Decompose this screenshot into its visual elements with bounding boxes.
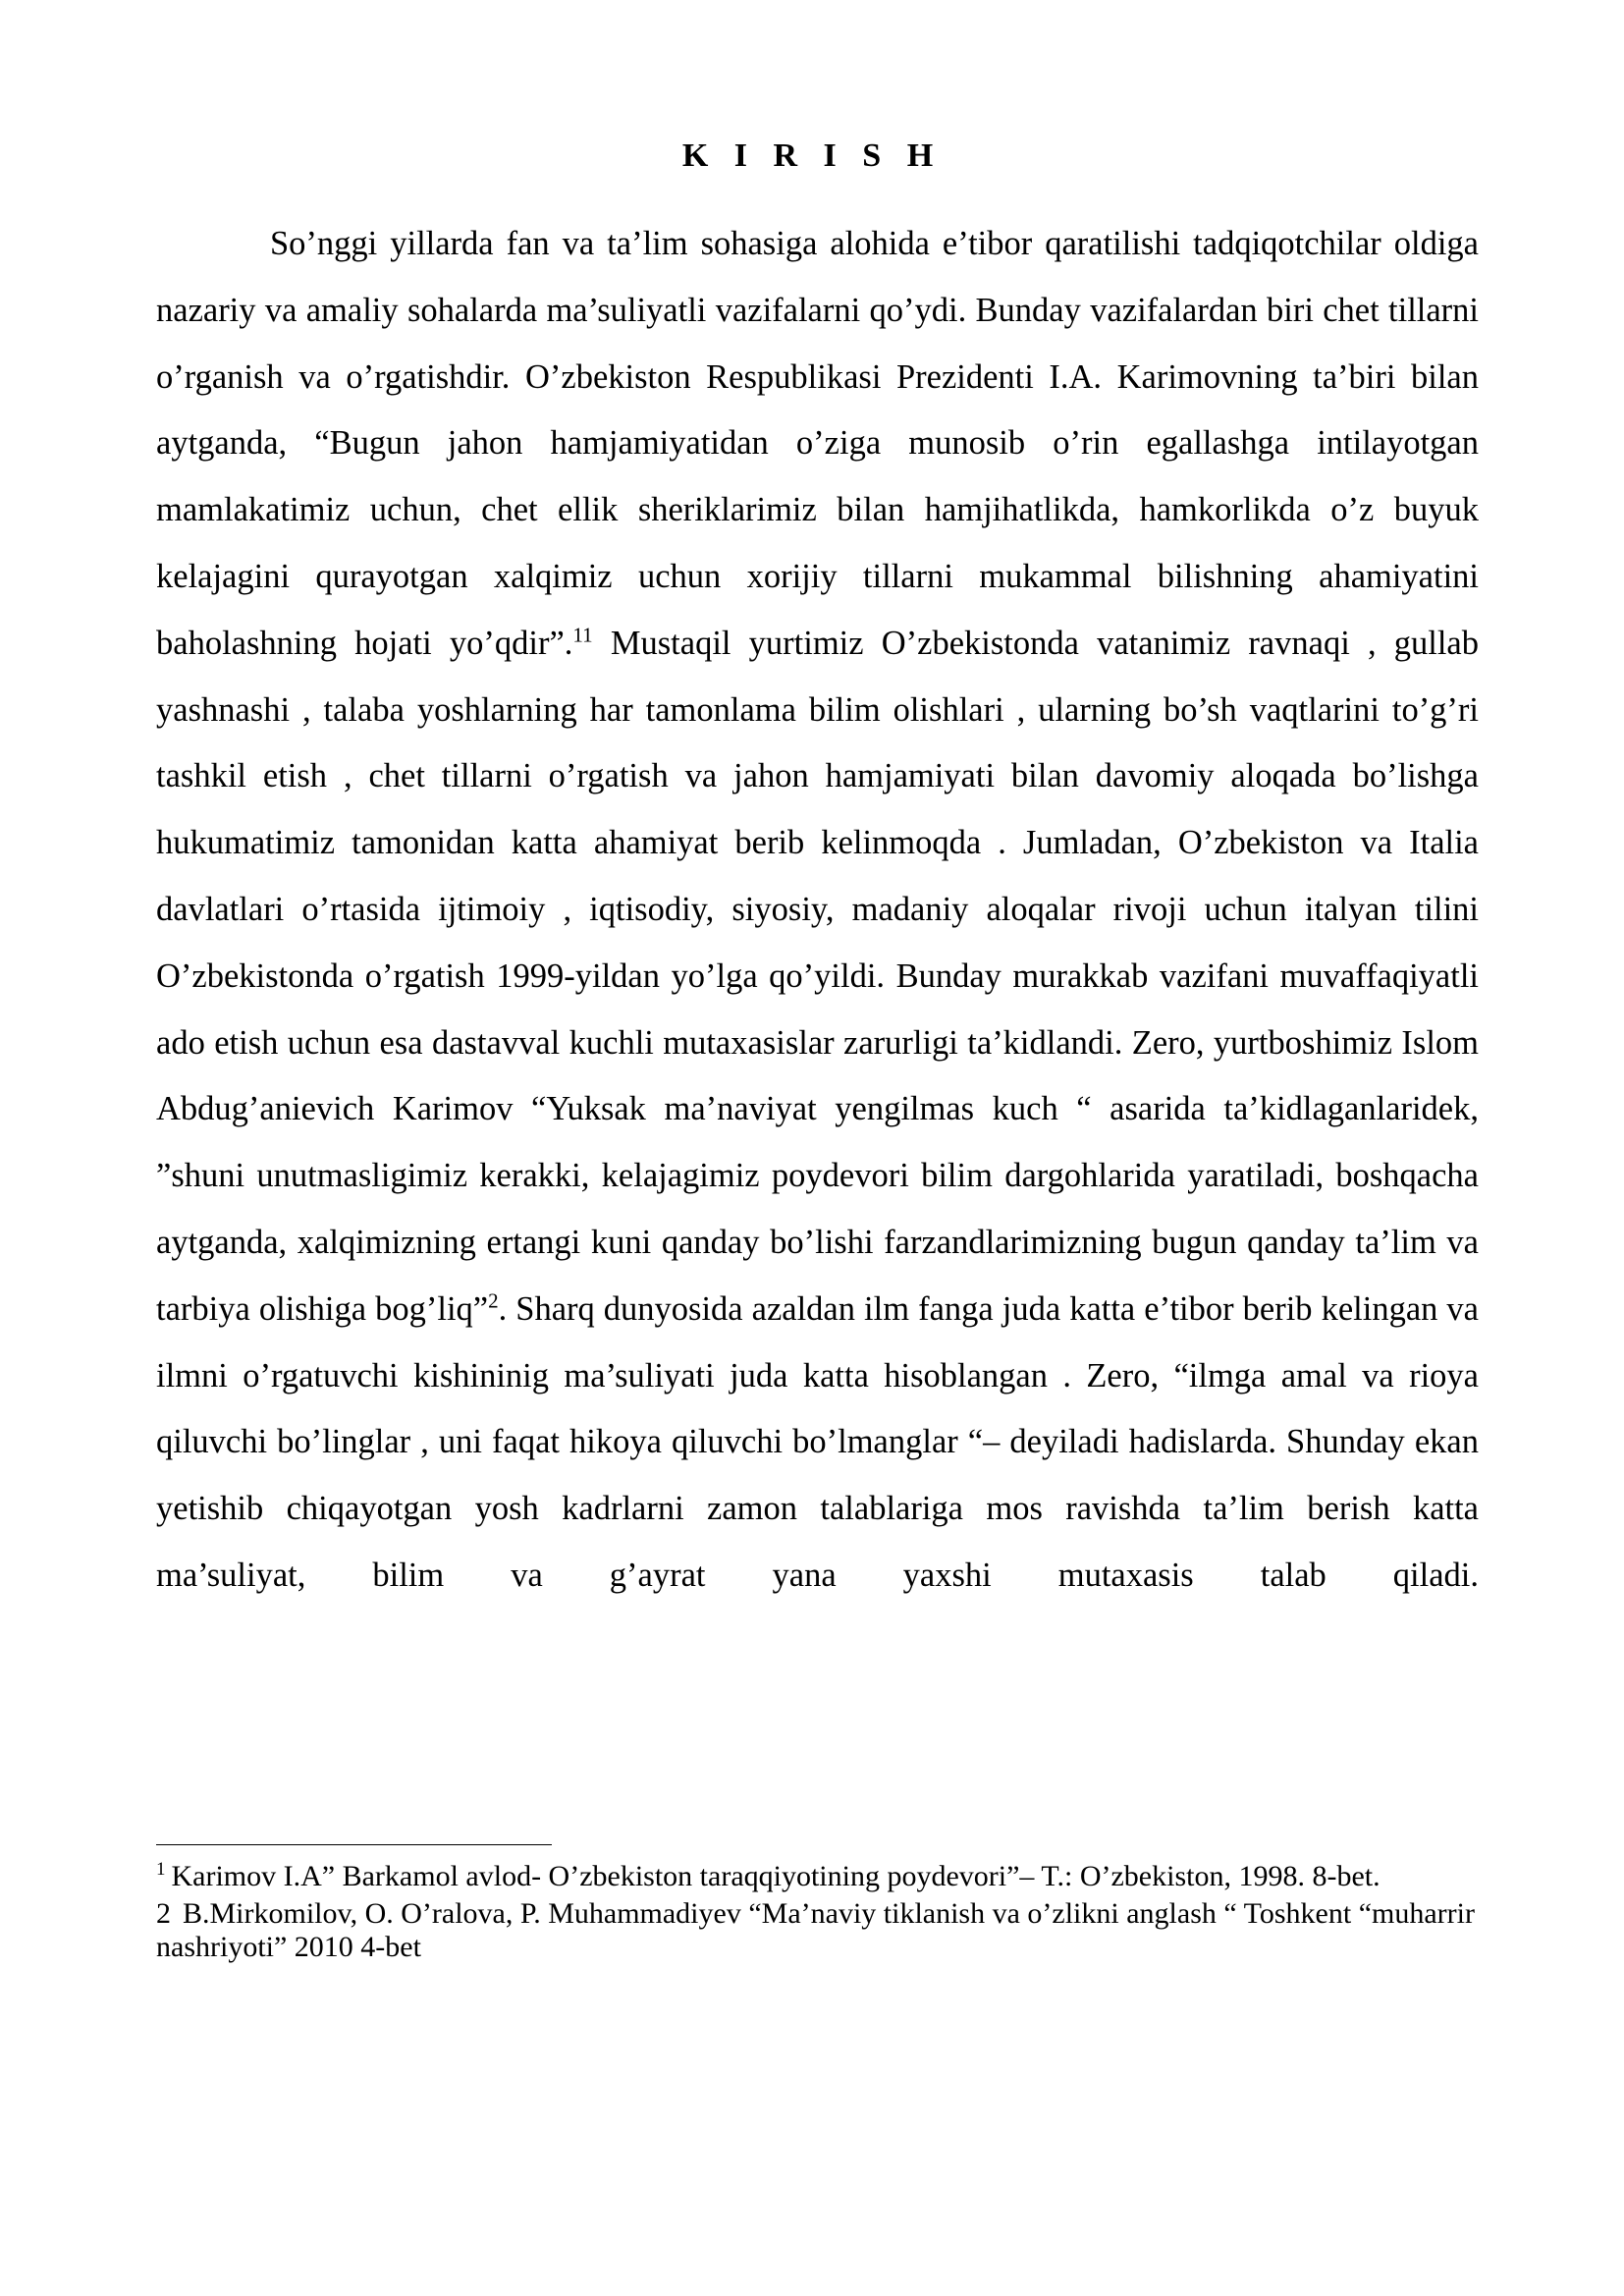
footnote-mark-2: 2: [156, 1897, 171, 1930]
body-paragraph: [156, 211, 1479, 1610]
page-title: K I R I S H: [681, 137, 943, 174]
footnote-text-2: B.Mirkomilov, O. O’ralova, P. Muhammadiyev “Ma’naviy tiklanish va o’zlikni anglash “ Toshkent “muharrir nashriyoti” 2010 4-bet: [156, 1897, 1475, 1963]
footnote-reference-2[interactable]: 2: [488, 1288, 499, 1313]
footnote-separator: [156, 1844, 552, 1845]
paragraph-text-part-3: . Sharq dunyosida azaldan ilm fanga juda katta e’tibor berib kelingan va ilmni o’rgatuvchi kishininig ma’suliyati juda katta hisoblangan . Zero, “ilmga amal va rioya qiluvchi bo’linglar , uni faqat hikoya qiluvchi bo’lmanglar “– deyiladi hadislarda. Shunday ekan yetishib chiqayotgan yosh kadrlarni zamon talablariga mos ravishda ta’lim berish katta ma’suliyat, bilim va g’ayrat yana yaxshi mutaxasis talab qiladi.: [156, 1289, 1479, 1594]
footnote-1: [156, 1860, 1479, 1893]
paragraph-text-part-1: So’nggi yillarda fan va ta’lim sohasiga alohida e’tibor qaratilishi tadqiqotchilar oldiga nazariy va amaliy sohalarda ma’suliyatli vazifalarni qo’ydi. Bunday vazifalardan biri chet tillarni o’rganish va o’rgatishdir. O’zbekiston Respublikasi Prezidenti I.A. Karimovning ta’biri bilan aytganda, “Bugun jahon hamjamiyatidan o’ziga munosib o’rin egallashga intilayotgan mamlakatimiz uchun, chet ellik sheriklarimiz bilan hamjihatlikda, hamkorlikda o’z buyuk kelajagini qurayotgan xalqimiz uchun xorijiy tillarni mukammal bilishning ahamiyatini baholashning hojati yo’qdir”.: [156, 225, 1479, 662]
paragraph-text-part-2: Mustaqil yurtimiz O’zbekistonda vatanimiz ravnaqi , gullab yashnashi , talaba yoshlarning har tamonlama bilim olishlari , ularning bo’sh vaqtlarini to’g’ri tashkil etish , chet tillarni o’rgatish va jahon hamjamiyati bilan davomiy aloqada bo’lishga hukumatimiz tamonidan katta ahamiyat berib kelinmoqda . Jumladan, O’zbekiston va Italia davlatlari o’rtasida ijtimoiy , iqtisodiy, siyosiy, madaniy aloqalar rivoji uchun italyan tilini O’zbekistonda o’rgatish 1999-yildan yo’lga qo’yildi. Bunday murakkab vazifani muvaffaqiyatli ado etish uchun esa dastavval kuchli mutaxasislar zarurligi ta’kidlandi. Zero, yurtboshimiz Islom Abdug’anievich Karimov “Yuksak ma’naviyat yengilmas kuch “ asarida ta’kidlaganlaridek, ”shuni unutmasligimiz kerakki, kelajagimiz poydevori bilim dargohlarida yaratiladi, boshqacha aytganda, xalqimizning ertangi kuni qanday bo’lishi farzandlarimizning bugun qanday ta’lim va tarbiya olishiga bog’liq”: [156, 624, 1479, 1328]
footnote-mark-1: 1: [156, 1859, 166, 1880]
footnote-reference-1[interactable]: 11: [572, 623, 593, 647]
footnotes: [156, 1860, 1479, 1968]
footnote-2: [156, 1897, 1479, 1964]
footnote-text-1: Karimov I.A” Barkamol avlod- O’zbekiston taraqqiyotining poydevori”– T.: O’zbekiston, 1998. 8-bet.: [171, 1860, 1380, 1892]
